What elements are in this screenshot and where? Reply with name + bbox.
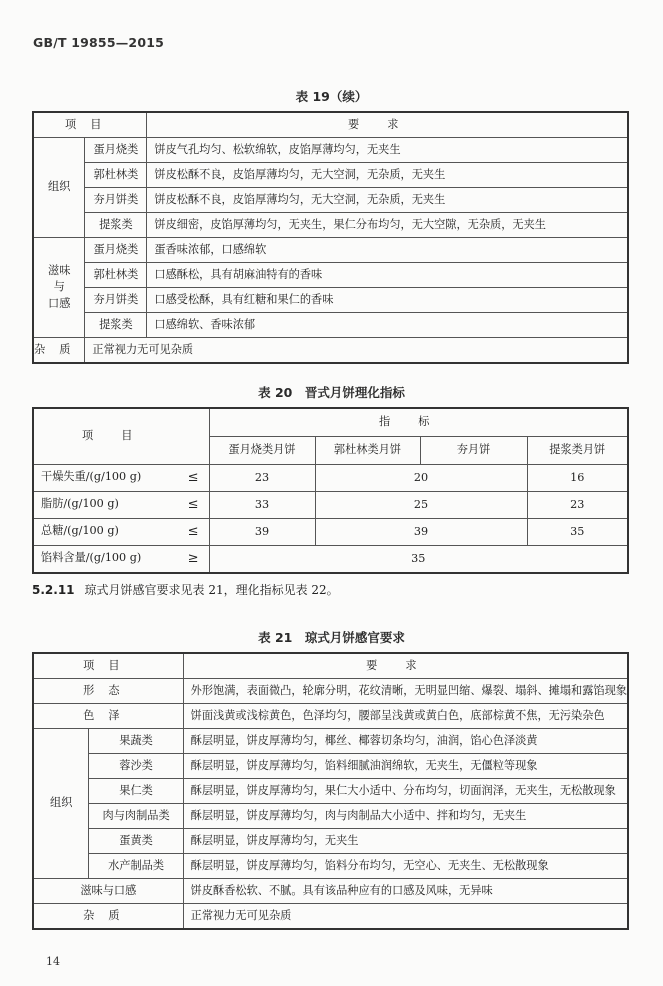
group-label: 组织 (33, 138, 85, 238)
table-row (33, 779, 628, 804)
requirement-text: 口感绵软、香味浓郁 (147, 313, 628, 338)
table-row (33, 704, 628, 729)
paragraph-5-2-11 (32, 581, 339, 598)
table-row (33, 238, 628, 263)
requirement-text: 饼皮松酥不良，皮馅厚薄均匀，无大空洞，无杂质，无夹生 (147, 188, 628, 213)
requirement-text: 饼皮气孔均匀、松软绵软，皮馅厚薄均匀，无夹生 (147, 138, 628, 163)
table-row (33, 879, 628, 904)
requirement-text: 酥层明显，饼皮厚薄均匀，馅料分布均匀，无空心、无夹生、无松散现象 (183, 854, 628, 879)
table-row (33, 138, 628, 163)
impurity-label: 杂质 (34, 342, 85, 356)
sub-label: 夯月饼类 (85, 188, 147, 213)
table-row (33, 829, 628, 854)
cell-value: 20 (315, 465, 527, 492)
requirement-text: 正常视力无可见杂质 (183, 904, 628, 930)
table-row (33, 163, 628, 188)
row-label: 脂肪/(g/100 g) (41, 496, 119, 510)
row-label: 馅料含量/(g/100 g) (41, 550, 142, 564)
requirement-text: 蛋香味浓郁，口感绵软 (147, 238, 628, 263)
requirement-text: 酥层明显，饼皮厚薄均匀，无夹生 (183, 829, 628, 854)
table-row (33, 546, 628, 574)
comparison-operator: ≤ (187, 469, 199, 485)
sub-label: 蛋月烧类 (85, 238, 147, 263)
table-header-row (33, 653, 628, 679)
cell-value: 39 (209, 519, 315, 546)
table-row (33, 854, 628, 879)
cell-value: 25 (315, 492, 527, 519)
table-row (33, 338, 628, 364)
cell-value: 35 (209, 546, 628, 574)
cell-value: 35 (527, 519, 628, 546)
header-item: 项目 (65, 117, 116, 131)
requirement-text: 外形饱满，表面微凸，轮廓分明，花纹清晰，无明显凹缩、爆裂、塌斜、摊塌和露馅现象 (183, 679, 628, 704)
table-row (33, 754, 628, 779)
requirement-text: 酥层明显，饼皮厚薄均匀，椰丝、椰蓉切条均匀，油润，馅心色泽淡黄 (183, 729, 628, 754)
cell-value: 33 (209, 492, 315, 519)
header-requirement: 要求 (366, 658, 445, 672)
requirement-text: 饼皮酥香松软、不腻。具有该品种应有的口感及风味，无异味 (183, 879, 628, 904)
column-header: 提浆类月饼 (527, 437, 628, 465)
impurity-label: 杂质 (83, 908, 134, 922)
group-label-line: 口感 (48, 296, 71, 310)
table-row (33, 492, 628, 519)
table21-caption: 表 21 琼式月饼感官要求 (258, 630, 405, 645)
header-index: 指标 (379, 415, 458, 429)
requirement-text: 酥层明显，饼皮厚薄均匀，果仁大小适中、分布均匀，切面润泽，无夹生，无松散现象 (183, 779, 628, 804)
header-requirement: 要求 (348, 117, 427, 131)
requirement-text: 酥层明显，饼皮厚薄均匀，馅料细腻油润绵软，无夹生，无僵粒等现象 (183, 754, 628, 779)
clause-number: 5.2.11 (32, 583, 75, 597)
comparison-operator: ≤ (187, 496, 199, 512)
requirement-text: 饼皮细密，皮馅厚薄均匀，无夹生，果仁分布均匀，无大空隙，无杂质，无夹生 (147, 213, 628, 238)
taste-label: 滋味与口感 (33, 879, 183, 904)
sub-label: 蛋黄类 (89, 829, 183, 854)
table-row (33, 804, 628, 829)
shape-label: 形态 (83, 683, 134, 697)
table-row (33, 519, 628, 546)
header-item: 项目 (83, 658, 134, 672)
sub-label: 夯月饼类 (85, 288, 147, 313)
group-label (33, 238, 85, 338)
clause-text: 琼式月饼感官要求见表 21，理化指标见表 22。 (84, 583, 339, 597)
row-label: 干燥失重/(g/100 g) (41, 469, 142, 483)
comparison-operator: ≥ (187, 550, 199, 566)
requirement-text: 正常视力无可见杂质 (85, 338, 628, 364)
column-header: 蛋月烧类月饼 (209, 437, 315, 465)
sub-label: 郭杜林类 (85, 163, 147, 188)
table-row (33, 729, 628, 754)
table20 (32, 407, 629, 574)
cell-value: 23 (209, 465, 315, 492)
requirement-text: 饼面浅黄或浅棕黄色，色泽均匀，腰部呈浅黄或黄白色，底部棕黄不焦，无污染杂色 (183, 704, 628, 729)
sub-label: 果仁类 (89, 779, 183, 804)
group-label: 组织 (33, 729, 89, 879)
table20-caption: 表 20 晋式月饼理化指标 (258, 385, 405, 400)
requirement-text: 饼皮松酥不良，皮馅厚薄均匀，无大空洞，无杂质，无夹生 (147, 163, 628, 188)
table-row (33, 263, 628, 288)
group-label-line: 与 (53, 280, 65, 294)
header-item: 项目 (82, 429, 161, 443)
requirement-text: 酥层明显，饼皮厚薄均匀，肉与肉制品大小适中、拌和均匀，无夹生 (183, 804, 628, 829)
table-header-row (33, 408, 628, 437)
sub-label: 蛋月烧类 (85, 138, 147, 163)
table19-caption: 表 19（续） (295, 89, 368, 104)
color-label: 色泽 (83, 708, 134, 722)
sub-label: 郭杜林类 (85, 263, 147, 288)
table-row (33, 465, 628, 492)
column-header: 郭杜林类月饼 (315, 437, 420, 465)
sub-label: 肉与肉制品类 (89, 804, 183, 829)
requirement-text: 口感受松酥，具有红糖和果仁的香味 (147, 288, 628, 313)
sub-label: 提浆类 (85, 313, 147, 338)
row-label: 总糖/(g/100 g) (41, 523, 119, 537)
table-row (33, 188, 628, 213)
comparison-operator: ≤ (187, 523, 199, 539)
table-row (33, 904, 628, 930)
sub-label: 提浆类 (85, 213, 147, 238)
requirement-text: 口感酥松，具有胡麻油特有的香味 (147, 263, 628, 288)
standard-id: GB/T 19855—2015 (33, 35, 165, 50)
sub-label: 蓉沙类 (89, 754, 183, 779)
sub-label: 果蔬类 (89, 729, 183, 754)
table19 (32, 111, 629, 364)
table-row (33, 288, 628, 313)
cell-value: 16 (527, 465, 628, 492)
table-header-row (33, 112, 628, 138)
page-number: 14 (46, 955, 60, 968)
group-label-line: 滋味 (48, 264, 71, 278)
sub-label: 水产制品类 (89, 854, 183, 879)
table21 (32, 652, 629, 930)
table-row (33, 313, 628, 338)
cell-value: 39 (315, 519, 527, 546)
table-row (33, 213, 628, 238)
table-row (33, 679, 628, 704)
column-header: 夯月饼 (420, 437, 527, 465)
cell-value: 23 (527, 492, 628, 519)
